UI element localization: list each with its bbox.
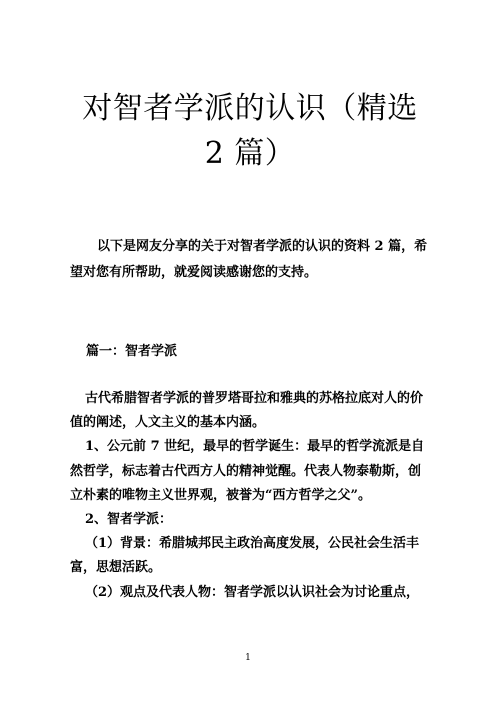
body-paragraph: 古代希腊智者学派的普罗塔哥拉和雅典的苏格拉底对人的价值的阐述，人文主义的基本内涵。 <box>70 391 424 431</box>
section-heading: 篇一：智者学派 <box>86 344 178 359</box>
body-text <box>70 387 430 605</box>
body-paragraph: 2、智者学派： <box>85 512 173 528</box>
body-paragraph: （1）背景：希腊城邦民主政治高度发展，公民社会生活丰富，思想活跃。 <box>70 536 420 576</box>
page-number: 1 <box>245 653 251 663</box>
document-title: 对智者学派的认识（精选 2 篇） <box>82 91 418 171</box>
body-paragraph: 1、公元前 7 世纪，最早的哲学诞生：最早的哲学流派是自然哲学，标志着古代西方人的精神觉醒。代表人物泰勒斯，创立朴素的唯物主义世界观，被誉为“西方哲学之父”。 <box>70 439 425 503</box>
intro-paragraph: 以下是网友分享的关于对智者学派的认识的资料 2 篇，希望对您有所帮助，就爱阅读感谢您的支持。 <box>70 239 428 280</box>
body-paragraph: （2）观点及代表人物：智者学派以认识社会为讨论重点， <box>85 584 420 600</box>
